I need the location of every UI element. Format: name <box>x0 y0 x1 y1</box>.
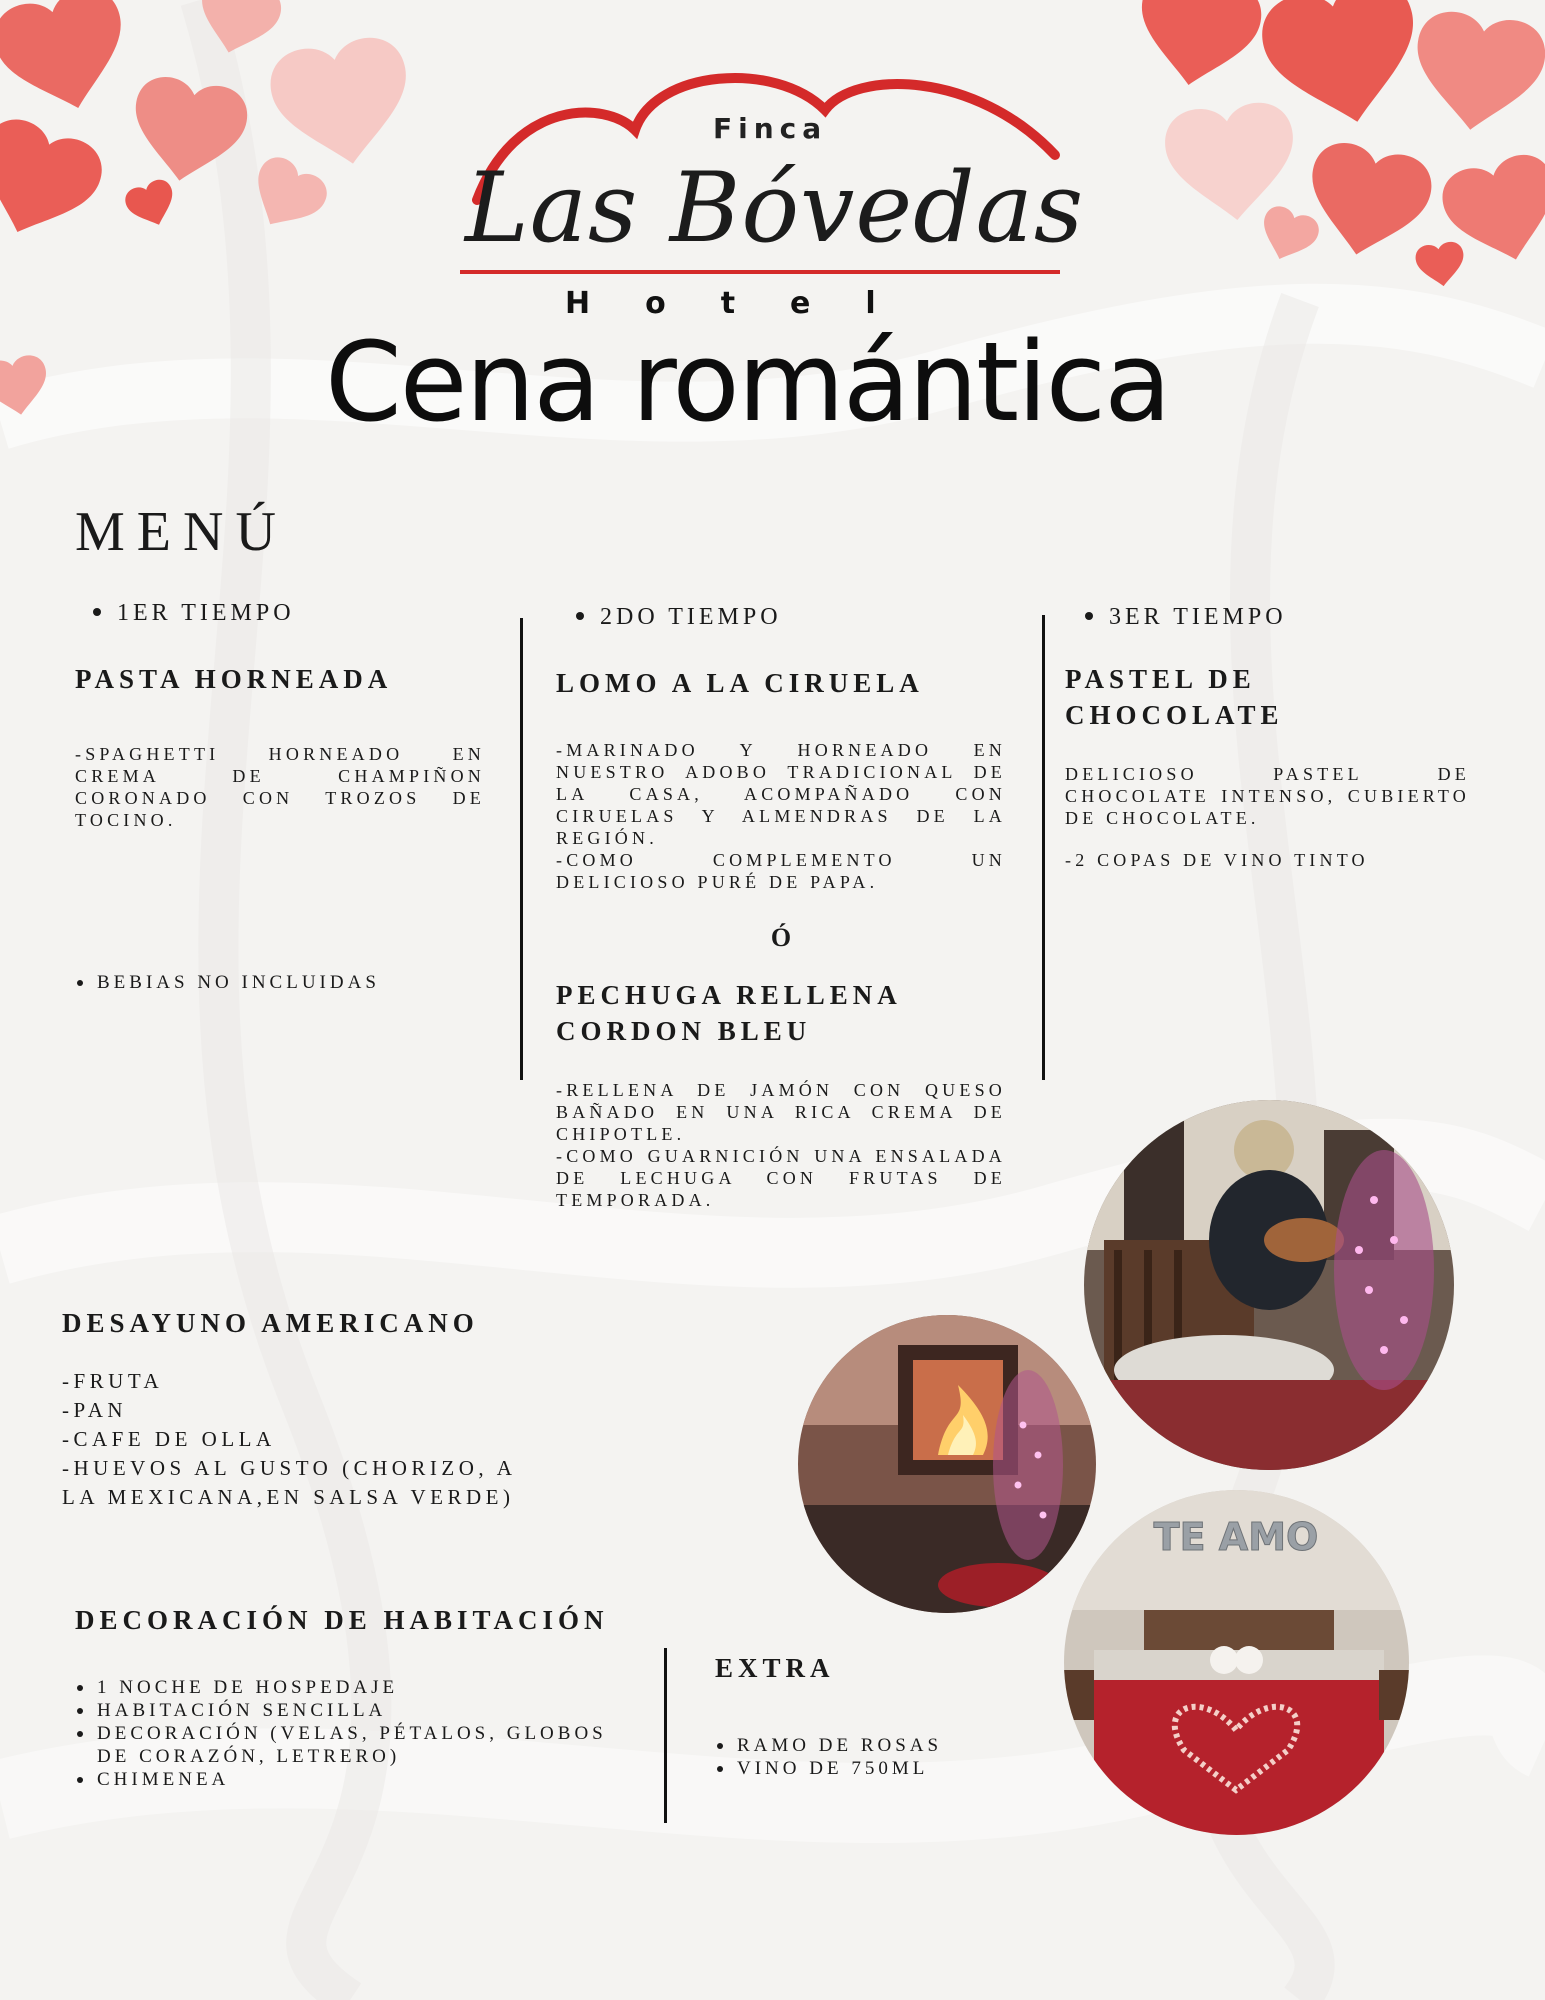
logo-name: Las Bóvedas <box>465 152 1085 264</box>
divider-2 <box>1042 615 1045 1080</box>
course-2-alt-dish: PECHUGA RELLENA CORDON BLEU <box>556 980 902 1046</box>
course-2-tiempo: 2DO TIEMPO <box>576 604 1006 631</box>
breakfast-heading: DESAYUNO AMERICANO <box>62 1308 479 1338</box>
menu-heading: MENÚ <box>75 501 288 563</box>
extra-list: RAMO DE ROSAS VINO DE 750ML <box>715 1734 1015 1780</box>
photo-fireplace <box>798 1315 1096 1613</box>
hearts-decoration-right <box>1080 0 1545 330</box>
photo-guitarist <box>1084 1100 1454 1470</box>
course-2 <box>556 604 1006 1211</box>
breakfast-section <box>62 1305 552 1512</box>
breakfast-items: -FRUTA -PAN -CAFE DE OLLA -HUEVOS AL GUSTO (CHORIZO, A LA MEXICANA,EN SALSA VERDE) <box>62 1369 516 1509</box>
divider-1 <box>520 618 523 1080</box>
photo-decorated-room <box>1064 1490 1409 1835</box>
course-2-dish: LOMO A LA CIRUELA <box>556 668 924 698</box>
course-3 <box>1065 604 1470 871</box>
decoration-list: 1 NOCHE DE HOSPEDAJE HABITACIÓN SENCILLA DECORACIÓN (VELAS, PÉTALOS, GLOBOS DE CORAZÓN, LETRERO) CHIMENEA <box>75 1676 645 1791</box>
or-separator: Ó <box>770 923 792 952</box>
extra-heading: EXTRA <box>715 1653 835 1683</box>
extra-section <box>715 1650 1015 1780</box>
course-1-tiempo: 1ER TIEMPO <box>93 600 485 627</box>
room-sign-text: TE AMO <box>1153 1515 1319 1559</box>
course-2-description: -MARINADO Y HORNEADO EN NUESTRO ADOBO TRADICIONAL DE LA CASA, ACOMPAÑADO CON CIRUELAS Y ALMENDRAS DE LA REGIÓN. -COMO COMPLEMENTO UN DELICIOSO PURÉ DE PAPA. <box>556 740 1006 892</box>
course-2-alt-description: -RELLENA DE JAMÓN CON QUESO BAÑADO EN UNA RICA CREMA DE CHIPOTLE. -COMO GUARNICIÓN UNA ENSALADA DE LECHUGA CON FRUTAS DE TEMPORADA. <box>556 1080 1006 1210</box>
logo-hotel: Hotel <box>565 286 931 321</box>
drinks-note: BEBIAS NO INCLUIDAS <box>75 971 485 994</box>
course-1-dish: PASTA HORNEADA <box>75 664 393 694</box>
divider-3 <box>664 1648 667 1823</box>
course-1-notes <box>75 971 485 994</box>
course-3-dish: PASTEL DE CHOCOLATE <box>1065 664 1284 730</box>
course-3-wine: -2 COPAS DE VINO TINTO <box>1065 850 1369 870</box>
course-1 <box>75 600 485 994</box>
logo-finca: Finca <box>713 112 828 145</box>
hotel-logo <box>455 60 1085 321</box>
course-1-description: -SPAGHETTI HORNEADO EN CREMA DE CHAMPIÑON CORONADO CON TROZOS DE TOCINO. <box>75 744 485 830</box>
page-title: Cena romántica <box>325 318 1170 446</box>
course-3-tiempo: 3ER TIEMPO <box>1085 604 1470 631</box>
course-3-description: DELICIOSO PASTEL DE CHOCOLATE INTENSO, CUBIERTO DE CHOCOLATE. <box>1065 764 1470 828</box>
decoration-section <box>75 1602 645 1791</box>
decoration-heading: DECORACIÓN DE HABITACIÓN <box>75 1605 609 1635</box>
